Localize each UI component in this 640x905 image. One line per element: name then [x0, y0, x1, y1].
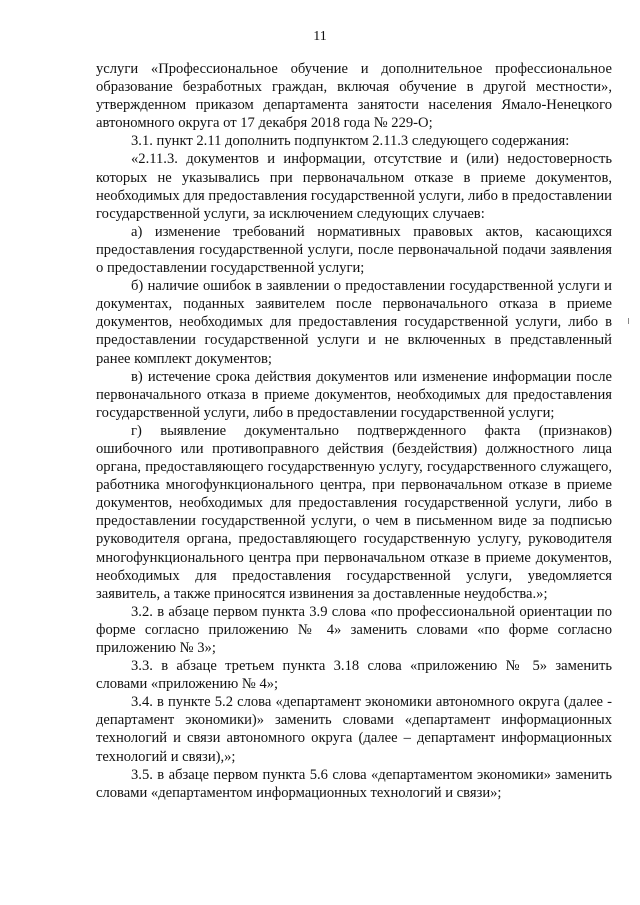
paragraph-6: в) истечение срока действия документов или изменение информации после первоначального отказа в приеме документов, необходимых для предоставления государственной услуги, либо в предоставлении государственной услуги; — [96, 368, 612, 421]
paragraph-3: «2.11.3. документов и информации, отсутствие и (или) недостоверность которых не указывались при первоначальном отказе в приеме документов, необходимых для предоставления государственной услуги, либо в предоставлении государственной услуги, за исключением следующих случаев: — [96, 151, 612, 222]
paragraph-2: 3.1. пункт 2.11 дополнить подпунктом 2.11.3 следующего содержания: — [131, 133, 570, 150]
paragraph-4: а) изменение требований нормативных правовых актов, касающихся предоставления государственной услуги, после первоначальной подачи заявления о предоставлении государственной услуги; — [96, 223, 612, 277]
paragraph-1: услуги «Профессиональное обучение и дополнительное профессиональное образование безработных граждан, включая обучение в другой местности», утвержденном приказом департамента занятости населения Ямало-Ненецкого автономного округа от 17 декабря 2018 года № 229-О; — [96, 61, 612, 132]
paragraph-5: б) наличие ошибок в заявлении о предоставлении государственной услуги и документах, поданных заявителем после первоначального отказа в приеме документов, необходимых для предоставления государственной услуги, либо в предоставлении государственной услуги и не включенных в представленный ранее комплект документов; — [96, 278, 612, 367]
paragraph-10: 3.4. в пункте 5.2 слова «департамент экономики автономного округа (далее - департамент экономики)» заменить словами «департамент информационных технологий и связи автономного округа (далее – департамент информационных технологий и связи),»; — [96, 694, 612, 765]
paragraph-11: 3.5. в абзаце первом пункта 5.6 слова «департаментом экономики» заменить словами «департаментом информационных технологий и связи»; — [96, 766, 612, 801]
paragraph-7: г) выявление документально подтвержденного факта (признаков) ошибочного или противоправного действия (бездействия) должностного лица органа, предоставляющего государственную услугу, государственного служащего, работника многофункционального центра, при первоначальном отказе в приеме документов, необходимых для предоставления государственной услуги, либо в предоставлении государственной услуги, о чем в письменном виде за подписью руководителя органа, предоставляющего государственную услугу, руководителя многофункционального центра при первоначальном отказе в приеме документов, необходимых для предоставления государственной услуги, уведомляется заявитель, а также приносятся извинения за доставленные неудобства.»; — [96, 422, 612, 602]
document-body — [96, 60, 612, 802]
page-number: 11 — [313, 29, 327, 44]
scan-edge-mark — [628, 318, 629, 324]
paragraph-9: 3.3. в абзаце третьем пункта 3.18 слова «приложению № 5» заменить словами «приложению № 4»; — [96, 658, 612, 693]
paragraph-8: 3.2. в абзаце первом пункта 3.9 слова «по профессиональной ориентации по форме согласно приложению № 4» заменить словами «по форме согласно приложению № 3»; — [96, 603, 612, 656]
